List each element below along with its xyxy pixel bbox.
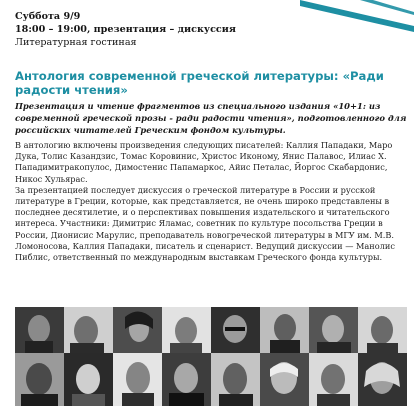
authors-paragraph: В антологию включены произведения следующих писателей: Каллия Пападаки, Маро Дука, Толис Казандзис, Томас Коровинис, Христос Икономy, Янис Палавос, Илиас Х. Пападимитракопулос, Димостенис Папамаркос, Айис Петалас, Йоргос Скабардонис, Никос Хульярас. — [15, 140, 393, 184]
participant-photo — [15, 307, 64, 353]
event-title: Антология современной греческой литературы: «Ради радости чтения» — [15, 69, 384, 97]
event-description — [15, 140, 407, 263]
participant-photo — [309, 307, 358, 353]
participant-photo — [260, 307, 309, 353]
participant-photo — [113, 353, 162, 406]
participant-photo — [211, 353, 260, 406]
participant-photo — [64, 353, 113, 406]
event-time: 18:00 – 19:00, презентация – дискуссия — [15, 24, 236, 35]
participant-photo — [162, 353, 211, 406]
participant-photo — [358, 307, 407, 353]
event-intro: Презентация и чтение фрагментов из специального издания «10+1: из современной греческой прозы - ради радости чтения», подготовленного для российских читателей Греческим фондом культуры. — [15, 101, 407, 135]
event-venue: Литературная гостиная — [15, 37, 137, 48]
participant-photo — [309, 353, 358, 406]
participants-photo-collage — [15, 307, 407, 406]
participant-photo — [113, 307, 162, 353]
participant-photo — [15, 353, 64, 406]
event-date: Суббота 9/9 — [15, 11, 81, 22]
participant-photo — [64, 307, 113, 353]
event-meta — [15, 10, 345, 49]
discussion-paragraph: За презентацией последует дискуссия о греческой литературе в России и русской литературе в Греции, которые, как представляется, не очень широко представлены в последнее десятилетие, и о перспективах повышения издательского и читательского интереса. Участники: Димитрис Яламас, советник по культуре посольства Греции в России, Дионисис Марулис, преподаватель новогреческой литературы в МГУ им. М.В. Ломоносова, Каллия Пападаки, писатель и сценарист. Ведущий дискуссии — Манолис Пиблис, ответственный по международным выставкам Греческого фонда культуры. — [15, 184, 395, 263]
participant-photo — [358, 353, 407, 406]
participant-photo — [260, 353, 309, 406]
participant-photo — [162, 307, 211, 353]
participant-photo — [211, 307, 260, 353]
